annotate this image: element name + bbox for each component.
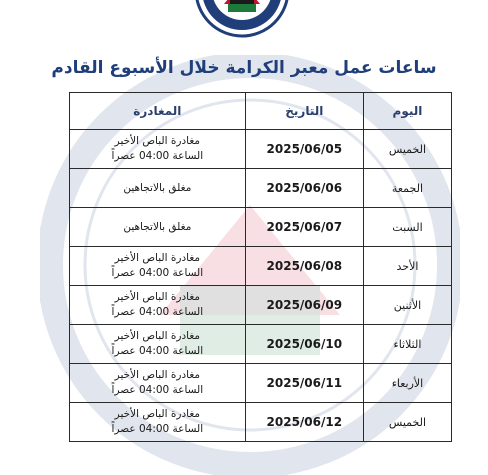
- table-row: [70, 169, 452, 208]
- departure-line-1: مغلق بالاتجاهين: [123, 181, 192, 194]
- cell-date: 2025/06/08: [245, 247, 363, 286]
- cell-departure: [70, 130, 246, 169]
- cell-date: 2025/06/09: [245, 286, 363, 325]
- cell-departure: [70, 403, 246, 442]
- cell-date: 2025/06/07: [245, 208, 363, 247]
- departure-line-2: الساعة 04:00 عصراً: [111, 384, 204, 396]
- departure-line-1: مغادرة الباص الأخير: [114, 252, 201, 265]
- table-row: [70, 286, 452, 325]
- page-title: ساعات عمل معبر الكرامة خلال الأسبوع القادم: [51, 58, 437, 78]
- departure-line-2: الساعة 04:00 عصراً: [111, 150, 204, 162]
- cell-departure: [70, 169, 246, 208]
- cell-departure: [70, 286, 246, 325]
- cell-day: السبت: [363, 208, 451, 247]
- header-day: اليوم: [363, 93, 451, 130]
- departure-line-2: الساعة 04:00 عصراً: [111, 423, 204, 435]
- cell-date: 2025/06/12: [245, 403, 363, 442]
- cell-day: الخميس: [363, 403, 451, 442]
- crossing-schedule-table: [69, 92, 452, 442]
- cell-day: الأحد: [363, 247, 451, 286]
- departure-line-2: الساعة 04:00 عصراً: [111, 267, 204, 279]
- departure-line-1: مغادرة الباص الأخير: [114, 408, 201, 421]
- authority-emblem: [194, 0, 290, 38]
- cell-day: الثلاثاء: [363, 325, 451, 364]
- departure-line-1: مغلق بالاتجاهين: [123, 220, 192, 233]
- cell-day: الخميس: [363, 130, 451, 169]
- departure-line-1: مغادرة الباص الأخير: [114, 291, 201, 304]
- cell-departure: [70, 364, 246, 403]
- header-date: التاريخ: [245, 93, 363, 130]
- cell-departure: [70, 325, 246, 364]
- table-row: [70, 208, 452, 247]
- cell-date: 2025/06/06: [245, 169, 363, 208]
- departure-line-1: مغادرة الباص الأخير: [114, 330, 201, 343]
- cell-departure: [70, 247, 246, 286]
- table-row: [70, 247, 452, 286]
- cell-date: 2025/06/10: [245, 325, 363, 364]
- table-header-row: [70, 93, 452, 130]
- cell-date: 2025/06/11: [245, 364, 363, 403]
- departure-line-1: مغادرة الباص الأخير: [114, 135, 201, 148]
- departure-line-1: مغادرة الباص الأخير: [114, 369, 201, 382]
- departure-line-2: الساعة 04:00 عصراً: [111, 345, 204, 357]
- cell-day: الأثنين: [363, 286, 451, 325]
- table-row: [70, 325, 452, 364]
- header-departure: المغادرة: [70, 93, 246, 130]
- cell-date: 2025/06/05: [245, 130, 363, 169]
- table-row: [70, 403, 452, 442]
- table-row: [70, 130, 452, 169]
- table-row: [70, 364, 452, 403]
- cell-day: الجمعة: [363, 169, 451, 208]
- cell-departure: [70, 208, 246, 247]
- departure-line-2: الساعة 04:00 عصراً: [111, 306, 204, 318]
- cell-day: الأربعاء: [363, 364, 451, 403]
